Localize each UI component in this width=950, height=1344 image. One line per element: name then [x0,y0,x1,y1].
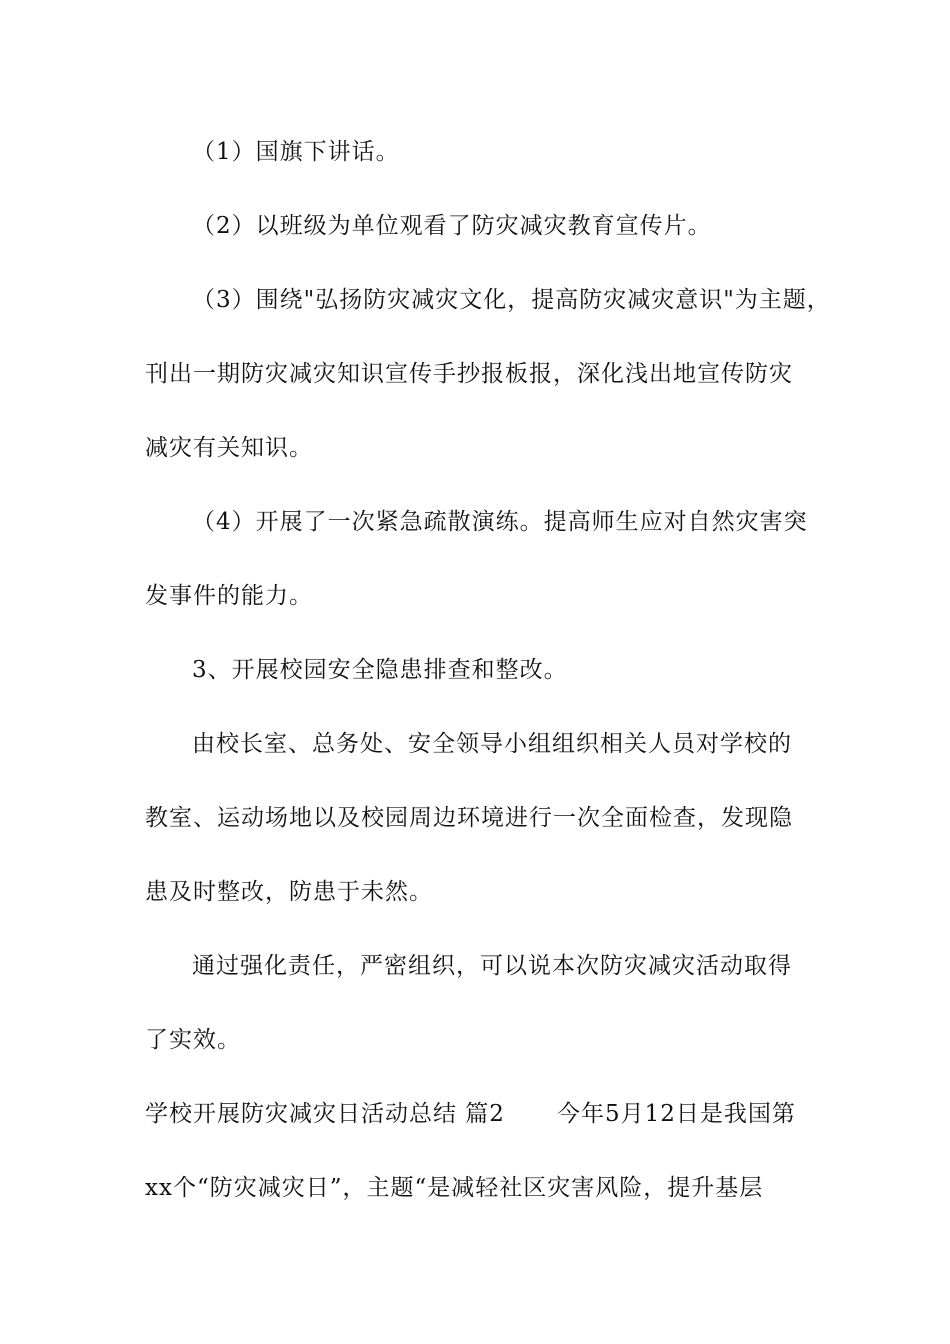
paragraph-line: （2）以班级为单位观看了防灾减灾教育宣传片。 [192,213,712,239]
article-title: 学校开展防灾减灾日活动总结 篇2 [145,1101,505,1127]
paragraph-line: （4）开展了一次紧急疏散演练。提高师生应对自然灾害突 [192,509,808,535]
paragraph-line: 由校长室、总务处、安全领导小组组织相关人员对学校的 [192,731,792,757]
paragraph-line: 患及时整改，防患于未然。 [145,879,433,905]
paragraph-line: 发事件的能力。 [145,583,313,609]
paragraph-line: （1）国旗下讲话。 [192,139,400,165]
paragraph-line: （3）围绕"弘扬防灾减灾文化，提高防灾减灾意识"为主题， [192,287,831,313]
paragraph-line: 减灾有关知识。 [145,435,313,461]
paragraph-line: xx个“防灾减灾日”，主题“是减轻社区灾害风险，提升基层 [145,1175,764,1201]
article-heading-line [145,1099,845,1129]
section-heading: 3、开展校园安全隐患排查和整改。 [192,657,568,683]
paragraph-line: 教室、运动场地以及校园周边环境进行一次全面检查，发现隐 [145,805,793,831]
paragraph-line: 了实效。 [145,1027,241,1053]
paragraph-start: 今年5月12日是我国第 [556,1101,796,1127]
paragraph-line: 刊出一期防灾减灾知识宣传手抄报板报，深化浅出地宣传防灾 [145,361,793,387]
paragraph-line: 通过强化责任，严密组织，可以说本次防灾减灾活动取得 [192,953,792,979]
